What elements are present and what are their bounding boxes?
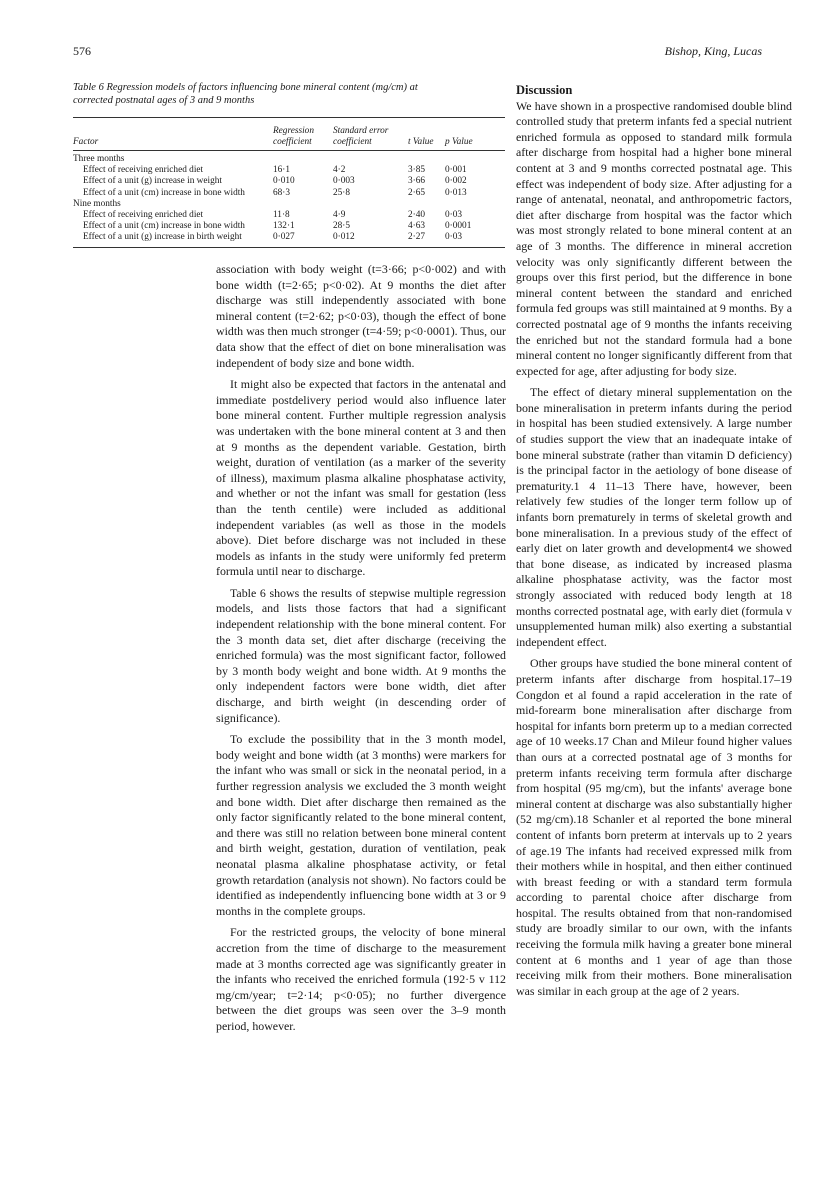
regression-cell: 16·1 [273, 165, 291, 176]
p-cell: 0·001 [445, 165, 467, 176]
table-caption: Table 6 Regression models of factors influencing bone mineral content (mg/cm) at corrected postnatal ages of 3 and 9 months [73, 82, 418, 106]
table-body [73, 151, 505, 247]
se-cell: 0·003 [333, 176, 355, 187]
body-paragraph: association with body weight (t=3·66; p<0·002) and with bone width (t=2·65; p<0·02). At 9 months the diet after discharge was still independently associated with bone mineral content (t=2·62; p<0·03), though the effect of bone width was then much stronger (t=4·59; p<0·0001). Thus, our data show that the effect of diet on bone mineralisation was independent of body size and bone width. [216, 262, 506, 370]
se-cell: 4·2 [333, 165, 346, 176]
col-header-factor: Factor [73, 136, 99, 147]
factor-cell: Effect of a unit (cm) increase in bone width [83, 221, 245, 232]
factor-cell: Effect of receiving enriched diet [83, 209, 204, 220]
discussion-paragraph: We have shown in a prospective randomised double blind controlled study that preterm infants fed a special nutrient enriched formula as opposed to standard milk formula after discharge from hospital had a higher bone mineral content at 3 and 9 months corrected postnatal age. This effect was independent of body size. After adjusting for a range of antenatal, neonatal, and anthropometric factors, diet after discharge from hospital was the factor which was most strongly related to bone mineral content at an age of 3 months. The difference in mineral accretion velocity was only significantly different between the groups over this first period, but the difference in bone mineral content between the standard and enriched formula fed groups was still maintained at 9 months. By a corrected postnatal age of 9 months the infants receiving the enriched but not the standard formula had a bone mineral content no longer significantly different from that expected for age, after adjusting for body size. [516, 98, 792, 378]
table-header [73, 118, 505, 150]
running-head-authors: Bishop, King, Lucas [664, 44, 762, 58]
group-label: Nine months [73, 198, 121, 209]
se-cell: 0·012 [333, 232, 355, 243]
p-cell: 0·03 [445, 209, 463, 220]
body-paragraph: It might also be expected that factors in the antenatal and immediate postdelivery period would also influence later bone mineral content. Further multiple regression analysis was undertaken with the bone mineral content at 3 and then at 9 months as the dependent variable. Gestation, birth weight, duration of ventilation (as a marker of the severity of illness), maximum plasma alkaline phosphatase activity, and whether or not the infant was small for gestation (less than the tenth centile) were included as additional independent variables (as well as those in the models above). Diet before discharge was not included in these models as infants in the study were uniformly fed preterm formula until near to discharge. [216, 377, 506, 579]
table-row [73, 188, 505, 199]
right-text-column [516, 83, 792, 999]
discussion-body [516, 99, 792, 1000]
table-row [73, 165, 505, 176]
discussion-paragraph: The effect of dietary mineral supplementation on the bone mineralisation in preterm infants during the period in hospital has been studied extensively. A large number of studies support the view that an inadequate intake of bone mineral substrate (rather than vitamin D deficiency) is the principal factor in the aetiology of bone disease of prematurity.1 4 11–13 There have, however, been relatively few studies of the longer term follow up of infants born prematurely in terms of skeletal growth and bone mineralisation. In a previous study of the effect of early diet on later growth and development4 we showed that bone disease, as indicated by increased plasma alkaline phosphatase activity, was the factor most strongly associated with reduced body length at 18 months corrected postnatal age, with early diet (formula v unsupplemented human milk) also exerting a substantial independent effect. [516, 385, 792, 649]
table-row [73, 176, 505, 187]
t-cell: 3·85 [408, 165, 426, 176]
factor-cell: Effect of a unit (g) increase in birth weight [83, 232, 242, 243]
t-cell: 4·63 [408, 221, 426, 232]
p-cell: 0·0001 [445, 221, 472, 232]
body-paragraph: Table 6 shows the results of stepwise multiple regression models, and lists those factors that had a significant independent relationship with the bone mineral content. For the 3 month data set, diet after discharge (receiving the enriched formula) was the most significant factor, followed by 3 month body weight and bone width. At 9 months the only independent factors were bone width, diet after discharge, and birth weight (in descending order of significance). [216, 585, 506, 725]
t-cell: 3·66 [408, 176, 426, 187]
t-cell: 2·27 [408, 232, 426, 243]
col-header-regression: Regression coefficient [273, 125, 314, 147]
discussion-paragraph: Other groups have studied the bone mineral content of preterm infants after discharge from hospital.17–19 Congdon et al found a rapid acceleration in the rate of mid-forearm bone mineralisation after discharge from hospital for infants born preterm up to a median corrected age of 10 weeks.17 Chan and Mileur found higher values than ours at a corrected postnatal age of 3 months for preterm infants receiving term formula after discharge from hospital (95 mg/cm), but the infants' average bone mineral content at discharge was also substantially higher (52 mg/cm).18 Schanler et al reported the bone mineral content of infants born preterm at intervals up to 2 years of age.19 The infants had received expressed milk from their mothers while in hospital, and then either continued with breast feeding or with a standard term formula according to parental choice after discharge from hospital. The results obtained from that non-randomised study are broadly similar to our own, with the infants receiving the formula milk having a greater bone mineral content at 6 months and 1 year of age than those receiving milk from their mothers. Bone mineralisation was similar in each group at the age of 2 years. [516, 656, 792, 998]
se-cell: 4·9 [333, 209, 346, 220]
t-cell: 2·65 [408, 187, 426, 198]
discussion-heading: Discussion [516, 83, 573, 97]
factor-cell: Effect of a unit (cm) increase in bone width [83, 187, 245, 198]
table-row [73, 210, 505, 221]
factor-cell: Effect of receiving enriched diet [83, 165, 204, 176]
col-header-t-value: t Value [408, 136, 434, 147]
col-header-standard-error: Standard error coefficient [333, 125, 389, 147]
regression-cell: 11·8 [273, 209, 290, 220]
table-group-label [73, 199, 505, 210]
regression-table [73, 117, 505, 248]
col-header-p-value: p Value [445, 136, 473, 147]
table-row [73, 232, 505, 243]
se-cell: 25·8 [333, 187, 351, 198]
regression-cell: 132·1 [273, 221, 295, 232]
table-group-label [73, 154, 505, 165]
body-paragraph: For the restricted groups, the velocity of bone mineral accretion from the time of discharge to the measurement made at 3 months corrected age was significantly greater in the infants who received the enriched formula (192·5 v 112 mg/cm/year; t=2·14; p<0·05); no further divergence between the diet groups was seen over the 3–9 month period, however. [216, 925, 506, 1033]
regression-cell: 0·027 [273, 232, 295, 243]
p-cell: 0·03 [445, 232, 463, 243]
regression-cell: 0·010 [273, 176, 295, 187]
table-row [73, 221, 505, 232]
body-paragraph: To exclude the possibility that in the 3 month model, body weight and bone width (at 3 months) were markers for the infant who was small or sick in the neonatal period, in a further regression analysis we excluded the 3 month weight and bone width. Diet after discharge then remained as the only factor significantly related to the bone mineral content, and there was still no relation between bone mineral content and birth weight, gestation, duration of ventilation, peak neonatal plasma alkaline phosphatase activity, or fetal growth retardation (analysis not shown). No factors could be identified as independently influencing bone width at 3 or 9 months in the complete groups. [216, 732, 506, 918]
left-text-column [216, 262, 506, 1035]
p-cell: 0·013 [445, 187, 467, 198]
p-cell: 0·002 [445, 176, 467, 187]
regression-cell: 68·3 [273, 187, 291, 198]
page-number: 576 [73, 44, 91, 58]
group-label: Three months [73, 154, 125, 164]
factor-cell: Effect of a unit (g) increase in weight [83, 176, 222, 187]
se-cell: 28·5 [333, 221, 351, 232]
t-cell: 2·40 [408, 209, 426, 220]
